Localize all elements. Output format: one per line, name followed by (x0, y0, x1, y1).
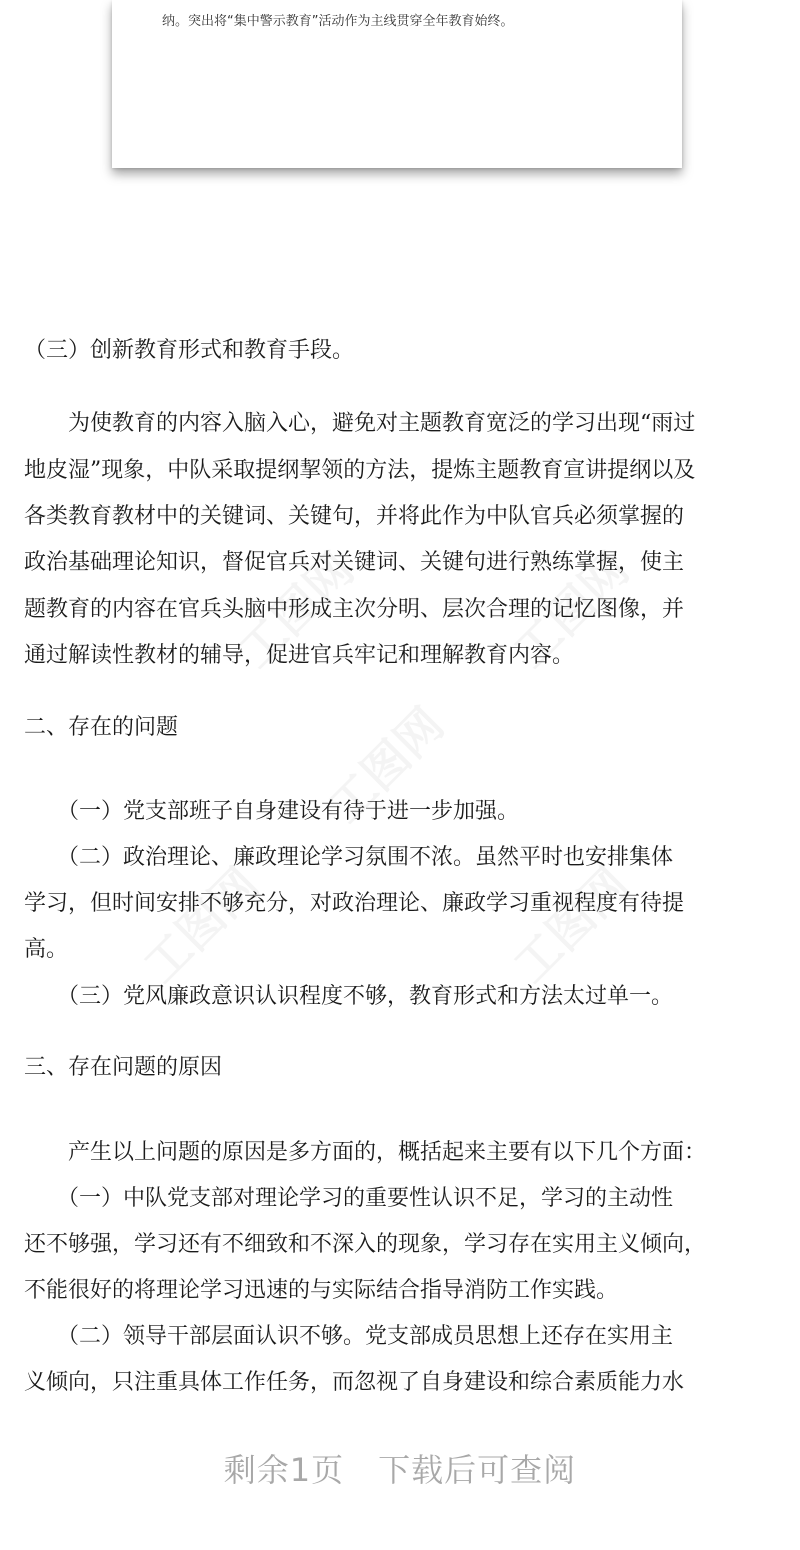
paragraph-line: 题教育的内容在官兵头脑中形成主次分明、层次合理的记忆图像，并 (24, 597, 685, 622)
paragraph-line: 地皮湿”现象，中队采取提纲挈领的方法，提炼主题教育宣讲提纲以及 (24, 458, 696, 483)
watermark-text (127, 851, 271, 995)
paragraph-line: （三）党风廉政意识认识程度不够，教育形式和方法太过单一。 (24, 984, 674, 1009)
paragraph-line: （一）党支部班子自身建设有待于进一步加强。 (24, 799, 520, 824)
download-prompt[interactable] (0, 1445, 800, 1491)
paragraph-line: 通过解读性教材的辅导，促进官兵牢记和理解教育内容。 (24, 643, 575, 668)
paragraph-line: （一）中队党支部对理论学习的重要性认识不足，学习的主动性 (24, 1186, 674, 1211)
download-hint-label: 下载后可查阅 (378, 1451, 577, 1489)
paragraph-line: （二）政治理论、廉政理论学习氛围不浓。虽然平时也安排集体 (24, 845, 674, 870)
section-heading-causes: 三、存在问题的原因 (24, 1055, 223, 1080)
paragraph-line: 高。 (24, 937, 69, 962)
watermark-text (497, 851, 641, 995)
section-heading-problems: 二、存在的问题 (24, 715, 179, 740)
paragraph-line: 学习，但时间安排不够充分，对政治理论、廉政学习重视程度有待提 (24, 891, 685, 916)
preview-page-card (112, 0, 682, 168)
paragraph-line: 义倾向，只注重具体工作任务，而忽视了自身建设和综合素质能力水 (24, 1370, 685, 1395)
paragraph-line: 产生以上问题的原因是多方面的，概括起来主要有以下几个方面： (24, 1140, 707, 1165)
remaining-pages-label: 剩余1页 (223, 1451, 345, 1489)
paragraph-line: 政治基础理论知识，督促官兵对关键词、关键句进行熟练掌握，使主 (24, 550, 685, 575)
paragraph-line: 不能很好的将理论学习迅速的与实际结合指导消防工作实践。 (24, 1278, 619, 1303)
paragraph-line: 还不够强，学习还有不细致和不深入的现象，学习存在实用主义倾向， (24, 1232, 707, 1257)
paragraph-line: （二）领导干部层面认识不够。党支部成员思想上还存在实用主 (24, 1324, 674, 1349)
paragraph-line: 为使教育的内容入脑入心，避免对主题教育宽泛的学习出现“雨过 (24, 411, 696, 436)
section-heading-innovate: （三）创新教育形式和教育手段。 (24, 338, 355, 363)
preview-card-text: 纳。突出将“集中警示教育”活动作为主线贯穿全年教育始终。 (162, 14, 514, 29)
paragraph-line: 各类教育教材中的关键词、关键句，并将此作为中队官兵必须掌握的 (24, 504, 685, 529)
